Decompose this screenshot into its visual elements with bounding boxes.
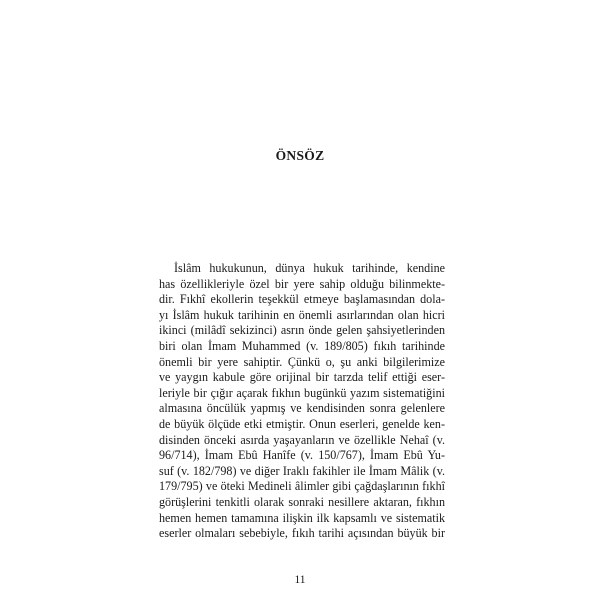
text-line: has özellikleriyle özel bir yere sahip olduğu bilinmekte- bbox=[159, 276, 445, 291]
body-paragraph bbox=[159, 261, 445, 542]
text-line: 96/714), İmam Ebû Hanîfe (v. 150/767), İmam Ebû Yu- bbox=[159, 448, 445, 463]
text-line: ikinci (milâdî sekizinci) asrın önde gelen şahsiyetlerinden bbox=[159, 323, 445, 338]
text-line: önemli bir yere sahiptir. Çünkü o, şu anki bilgilerimize bbox=[159, 354, 445, 369]
text-line: yı İslâm hukuk tarihinin en önemli asırlarından olan hicri bbox=[159, 307, 445, 322]
text-line: de büyük ölçüde etki etmiştir. Onun eserleri, genelde ken- bbox=[159, 416, 445, 431]
text-line: leriyle bir çığır açarak fıkhın bugünkü yazım sistematiğini bbox=[159, 385, 445, 400]
text-line: disinden önceki asırda yaşayanların ve özellikle Nehaî (v. bbox=[159, 432, 445, 447]
text-line: hemen hemen tamamına ilişkin ilk kapsamlı ve sistematik bbox=[159, 510, 445, 525]
text-line: almasına öncülük yapmış ve kendisinden sonra gelenlere bbox=[159, 401, 445, 416]
text-line: İslâm hukukunun, dünya hukuk tarihinde, kendine bbox=[174, 261, 445, 275]
text-line: biri olan İmam Muhammed (v. 189/805) fıkıh tarihinde bbox=[159, 338, 445, 353]
text-line: dir. Fıkhî ekollerin teşekkül etmeye başlamasından dola- bbox=[159, 292, 445, 307]
page-heading: ÖNSÖZ bbox=[275, 148, 325, 163]
page-number: 11 bbox=[294, 574, 306, 586]
text-line: ve yaygın kabule göre orijinal bir tarzda telif ettiği eser- bbox=[159, 370, 445, 385]
text-line: 179/795) ve öteki Medineli âlimler gibi çağdaşlarının fıkhî bbox=[159, 479, 445, 494]
text-line: suf (v. 182/798) ve diğer Iraklı fakihler ile İmam Mâlik (v. bbox=[159, 463, 445, 478]
text-line: eserler olmaları sebebiyle, fıkıh tarihi açısından büyük bir bbox=[159, 526, 445, 541]
text-line: görüşlerini tenkitli olarak sonraki nesillere aktaran, fıkhın bbox=[159, 494, 445, 509]
